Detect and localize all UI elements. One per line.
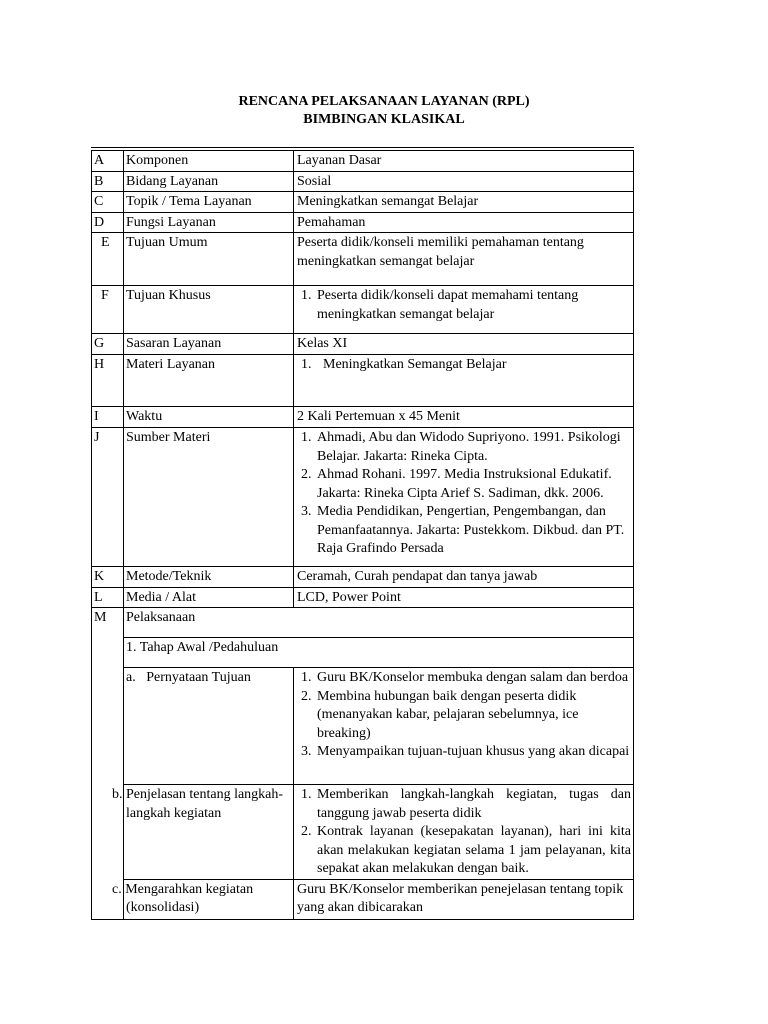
row-letter: A: [92, 149, 124, 171]
list-item: 1. Memberikan langkah-langkah kegiatan, tugas dan tanggung jawab peserta didik: [315, 786, 631, 823]
row-value: Kelas XI: [294, 334, 634, 355]
table-row: [92, 428, 634, 567]
table-row: [92, 587, 634, 608]
row-label: Sasaran Layanan: [124, 334, 294, 355]
table-row: [92, 668, 634, 785]
step-list: [297, 669, 631, 762]
row-letter: H: [92, 355, 124, 407]
row-label: Tujuan Umum: [124, 233, 294, 286]
row-label: Komponen: [124, 149, 294, 171]
row-value: [294, 355, 634, 407]
table-row: [92, 212, 634, 233]
row-value: [294, 428, 634, 567]
table-row: [92, 192, 634, 213]
row-label: Waktu: [124, 407, 294, 428]
table-row: [92, 638, 634, 668]
list-item: 2. Kontrak layanan (kesepakatan layanan), hari ini kita akan melakukan kegiatan selama 1 jam pelayanan, kita sepakat akan melakukan dengan baik.: [315, 823, 631, 879]
table-row: [92, 608, 634, 638]
step-label: c. Mengarahkan kegiatan (konsolidasi): [124, 879, 294, 919]
step-label: a. Pernyataan Tujuan: [124, 668, 294, 785]
list-item: 2. Ahmad Rohani. 1997. Media Instruksional Edukatif. Jakarta: Rineka Cipta Arief S. Sadiman, dkk. 2006.: [315, 466, 631, 503]
table-row: [92, 355, 634, 407]
row-letter: F: [92, 286, 124, 334]
materi-list: [297, 356, 631, 375]
row-label: Bidang Layanan: [124, 171, 294, 192]
tujuan-khusus-list: [297, 287, 631, 324]
step-value: [294, 785, 634, 880]
table-row: [92, 286, 634, 334]
row-value: Sosial: [294, 171, 634, 192]
row-value: [294, 286, 634, 334]
rpl-table: [91, 147, 634, 920]
table-row: [92, 171, 634, 192]
table-row: [92, 407, 634, 428]
list-item: 1. Guru BK/Konselor membuka dengan salam dan berdoa: [315, 669, 631, 688]
step-list: [297, 786, 631, 879]
table-row: [92, 334, 634, 355]
table-row: [92, 785, 634, 880]
list-item: 2. Membina hubungan baik dengan peserta didik (menanyakan kabar, pelajaran sebelumnya, ice breaking): [315, 688, 631, 744]
stage-title: 1. Tahap Awal /Pedahuluan: [124, 638, 634, 668]
step-label: b. Penjelasan tentang langkah-langkah kegiatan: [124, 785, 294, 880]
row-letter: L: [92, 587, 124, 608]
row-label: Topik / Tema Layanan: [124, 192, 294, 213]
sumber-materi-list: [297, 429, 631, 559]
row-letter: I: [92, 407, 124, 428]
row-label: Metode/Teknik: [124, 567, 294, 588]
row-label: Pelaksanaan: [124, 608, 634, 638]
row-label: Tujuan Khusus: [124, 286, 294, 334]
row-letter: K: [92, 567, 124, 588]
row-letter: C: [92, 192, 124, 213]
row-value: Ceramah, Curah pendapat dan tanya jawab: [294, 567, 634, 588]
row-label: Media / Alat: [124, 587, 294, 608]
row-value: LCD, Power Point: [294, 587, 634, 608]
document-subtitle: BIMBINGAN KLASIKAL: [303, 112, 465, 127]
row-letter: M: [92, 608, 124, 920]
row-label: Materi Layanan: [124, 355, 294, 407]
row-value: Pemahaman: [294, 212, 634, 233]
table-row: [92, 233, 634, 286]
list-item: 3. Media Pendidikan, Pengertian, Pengembangan, dan Pemanfaatannya. Jakarta: Pustekkom. Dikbud. dan PT. Raja Grafindo Persada: [315, 503, 631, 559]
row-value: Meningkatkan semangat Belajar: [294, 192, 634, 213]
table-row: [92, 879, 634, 919]
table-row: [92, 149, 634, 171]
row-value: 2 Kali Pertemuan x 45 Menit: [294, 407, 634, 428]
step-value: Guru BK/Konselor memberikan penejelasan tentang topik yang akan dibicarakan: [294, 879, 634, 919]
list-item: 1. Ahmadi, Abu dan Widodo Supriyono. 1991. Psikologi Belajar. Jakarta: Rineka Cipta.: [315, 429, 631, 466]
step-value: [294, 668, 634, 785]
row-label: Sumber Materi: [124, 428, 294, 567]
row-letter: G: [92, 334, 124, 355]
row-value: Peserta didik/konseli memiliki pemahaman tentang meningkatkan semangat belajar: [294, 233, 634, 286]
row-letter: B: [92, 171, 124, 192]
row-letter: J: [92, 428, 124, 567]
table-row: [92, 567, 634, 588]
list-item: 1. Meningkatkan Semangat Belajar: [315, 356, 631, 375]
row-letter: E: [92, 233, 124, 286]
list-item: 3. Menyampaikan tujuan-tujuan khusus yang akan dicapai: [315, 743, 631, 762]
row-letter: D: [92, 212, 124, 233]
row-label: Fungsi Layanan: [124, 212, 294, 233]
document-title: RENCANA PELAKSANAAN LAYANAN (RPL): [238, 94, 530, 109]
list-item: 1. Peserta didik/konseli dapat memahami tentang meningkatkan semangat belajar: [315, 287, 631, 324]
row-value: Layanan Dasar: [294, 149, 634, 171]
